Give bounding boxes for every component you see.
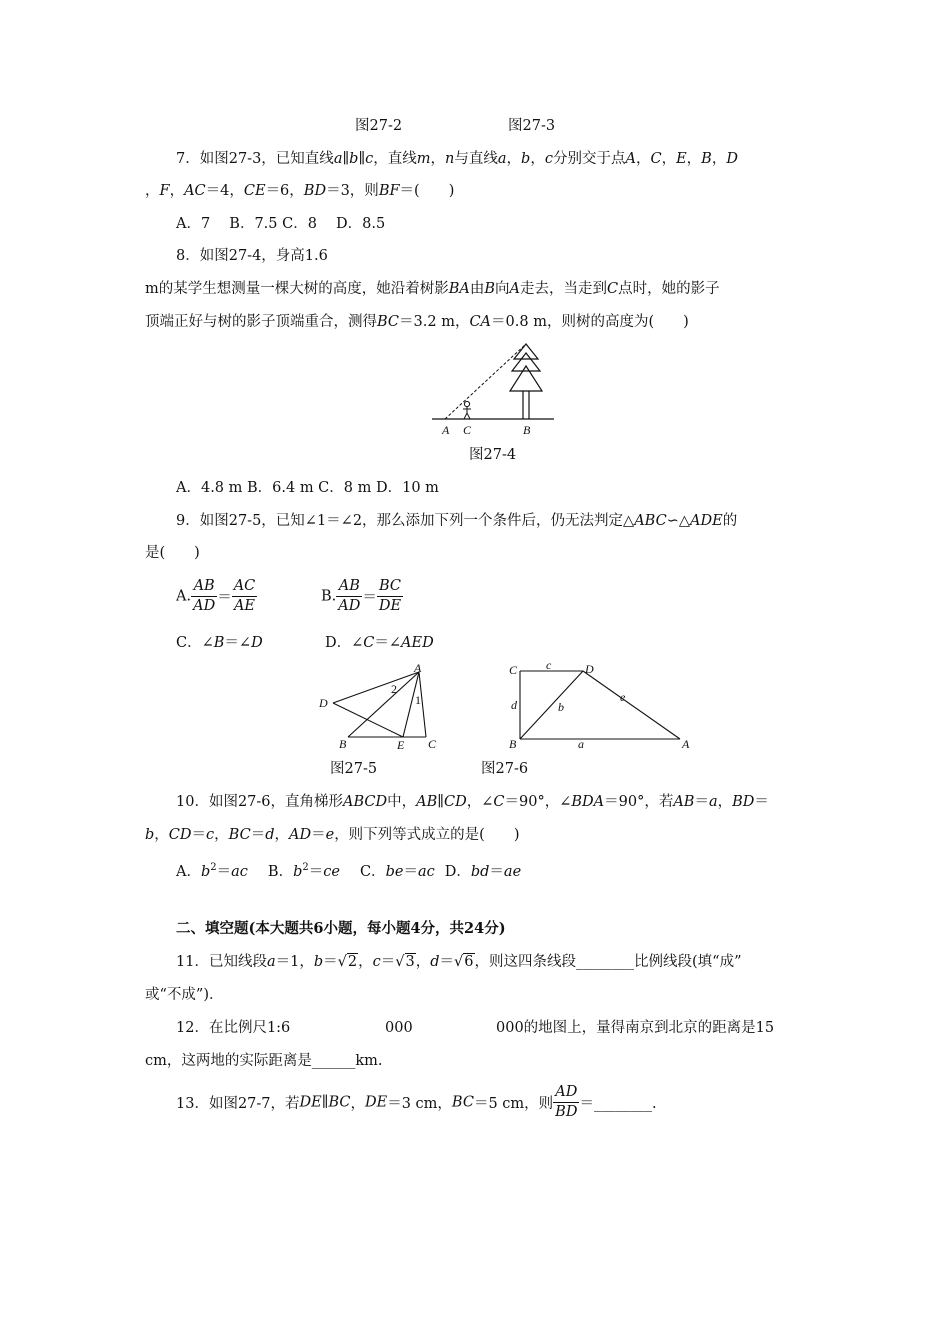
segment-AD: [333, 672, 419, 703]
q7-line2: ，F，AC＝4，CE＝6，BD＝3，则BF＝( ): [145, 183, 455, 199]
section-2-title: 二、填空题(本大题共6小题，每小题4分，共24分): [176, 920, 506, 937]
q12-line1-part1: 12．在比例尺1:6: [176, 1020, 291, 1036]
person-leg-right: [467, 413, 470, 419]
segment-DE: [333, 703, 403, 737]
q10-line2: b，CD＝c，BC＝d，AD＝e，则下列等式成立的是( ): [145, 827, 520, 843]
fig27-5-angle-2: 2: [391, 682, 397, 696]
q12-line1-part2: 000: [385, 1020, 413, 1036]
segment-DA: [583, 671, 680, 739]
q9-line2: 是( ): [145, 545, 200, 561]
q8-line3: 顶端正好与树的影子顶端重合，测得BC＝3.2 m，CA＝0.8 m，则树的高度为( ): [145, 314, 689, 330]
fig27-5-label-E: E: [397, 738, 405, 752]
q7-options: A．7 B．7.5 C．8 D．8.5: [176, 216, 386, 232]
caption-fig27-6: 图27-6: [481, 761, 529, 777]
fig27-6-label-d: d: [511, 698, 517, 712]
tree-bottom-triangle: [510, 366, 542, 391]
q10-options: A．$b^2=ac$ B．$b^2=ce$ C．be＝ac D．bd＝ae: [176, 862, 522, 880]
q9-option-d: D．∠C＝∠AED: [325, 635, 434, 651]
fig27-5-label-A: A: [414, 661, 422, 675]
person-head: [464, 401, 469, 406]
caption-fig27-3: 图27-3: [508, 118, 556, 134]
figure-27-5: [315, 660, 445, 755]
caption-fig27-2: 图27-2: [355, 118, 403, 134]
fig27-4-label-B: B: [523, 423, 531, 437]
caption-fig27-4: 图27-4: [469, 447, 517, 463]
q13-line: 13．如图27-7，若DE∥BC，DE＝3 cm，BC＝5 cm，则 $\frac{AD}{BD}$ ＝________.: [176, 1084, 657, 1120]
figure-27-6: [505, 658, 695, 754]
q11-line2: 或“不成”)．: [145, 987, 224, 1003]
person-leg-left: [464, 413, 467, 419]
fig27-6-label-b: b: [558, 700, 564, 714]
fig27-5-label-D: D: [319, 696, 328, 710]
q8-line2: m的某学生想测量一棵大树的高度，她沿着树影BA由B向A走去，当走到C点时，她的影子: [145, 281, 720, 297]
fig27-6-label-a: a: [578, 737, 584, 751]
segment-BD: [520, 671, 583, 739]
fig27-6-label-C: C: [509, 663, 518, 677]
fig27-4-label-A: A: [442, 423, 450, 437]
q10-line1: 10．如图27-6，直角梯形ABCD中，AB∥CD，∠C＝90°，∠BDA＝90°，若AB＝a，BD＝: [176, 794, 769, 810]
fig27-6-label-A: A: [682, 737, 690, 751]
fig27-6-label-B: B: [509, 737, 517, 751]
fig27-6-label-c: c: [546, 658, 552, 672]
figure-27-4: [430, 340, 560, 440]
q8-line1: 8．如图27-4，身高1.6: [176, 248, 328, 264]
fig27-6-label-D: D: [585, 662, 594, 676]
q11-line1: 11．已知线段a＝1，b＝√2，c＝√3，d＝√6，则这四条线段________比例线段(填“成”: [176, 954, 742, 970]
q9-line1: 9．如图27-5，已知∠1＝∠2，那么添加下列一个条件后，仍无法判定△ABC∽△ADE的: [176, 513, 738, 529]
q12-line1-part3: 000的地图上，量得南京到北京的距离是15: [496, 1020, 775, 1036]
tree-top-triangle: [514, 344, 538, 359]
shadow-ray: [445, 344, 526, 419]
q12-line2: cm，这两地的实际距离是______km.: [145, 1053, 383, 1069]
q9-option-c: C．∠B＝∠D: [176, 635, 263, 651]
fig27-5-label-B: B: [339, 737, 347, 751]
caption-fig27-5: 图27-5: [330, 761, 378, 777]
fig27-4-label-C: C: [463, 423, 472, 437]
fig27-6-label-e: e: [620, 690, 626, 704]
fig27-5-angle-1: 1: [415, 693, 421, 707]
fig27-5-label-C: C: [428, 737, 437, 751]
q9-option-b: B. $\frac{AB}{AD}$ ＝ $\frac{BC}{DE}$: [321, 578, 402, 614]
q8-options: A．4.8 m B．6.4 m C．8 m D．10 m: [176, 480, 439, 496]
q7-line1: 7．如图27-3，已知直线a∥b∥c，直线m，n与直线a，b，c分别交于点A，C，E，B，D: [176, 151, 738, 167]
q9-option-a: A. $\frac{AB}{AD}$ ＝ $\frac{AC}{AE}$: [176, 578, 256, 614]
